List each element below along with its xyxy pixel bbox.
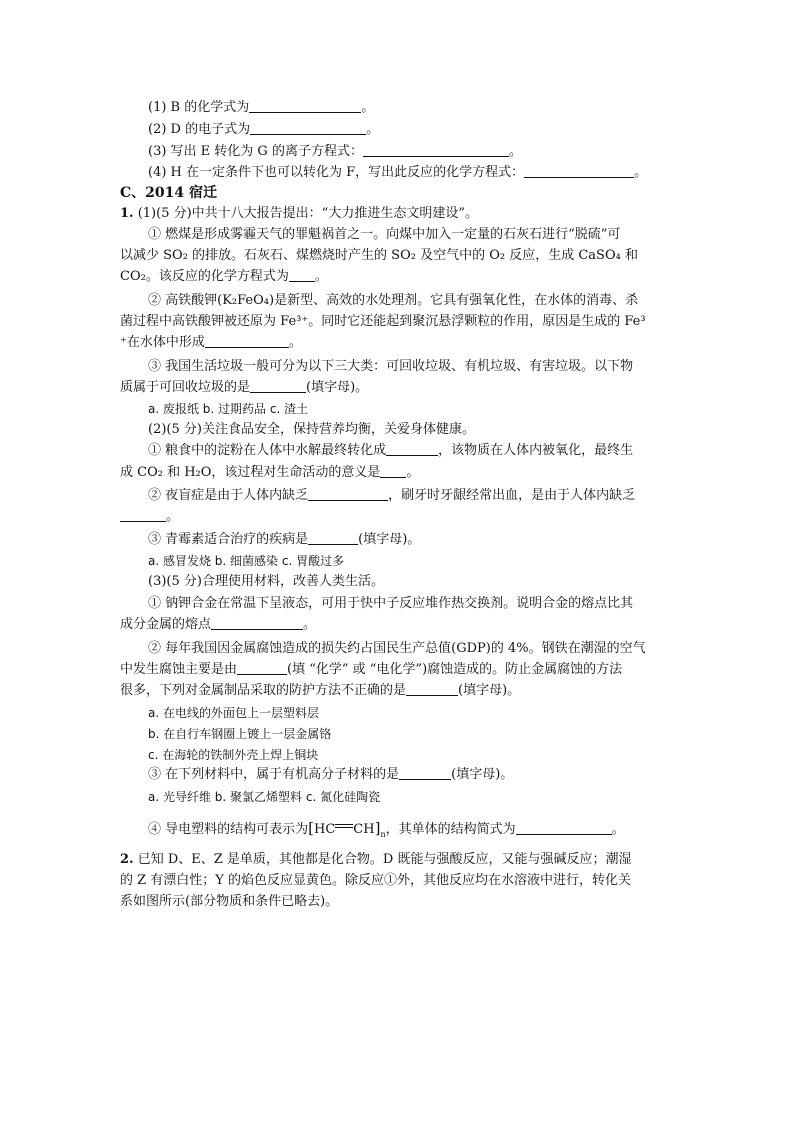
q1-a3-options: a. 废报纸 b. 过期药品 c. 渣土 <box>148 402 309 416</box>
q1-c2-line2: 中发生腐蚀主要是由 (填 “化学” 或 “电化学”)腐蚀造成的。防止金属腐蚀的方法 <box>120 662 623 677</box>
answer-blank[interactable] <box>237 660 287 675</box>
answer-blank[interactable] <box>516 820 612 835</box>
answer-blank[interactable] <box>308 486 388 501</box>
q2-line2: 的 Z 有漂白性；Y 的焰色反应显黄色。除反应①外，其他反应均在水溶液中进行，转化关 <box>120 873 632 888</box>
q4-part4: (4) H 在一定条件下也可以转化为 F，写出此反应的化学方程式： 。 <box>148 165 648 180</box>
q1-c3-line1: ③ 在下列材料中，属于有机高分子材料的是 (填字母)。 <box>148 767 514 782</box>
q1-a2-line1: ② 高铁酸钾(K₂FeO₄)是新型、高效的水处理剂。它具有强氧化性，在水体的消毒、杀 <box>148 293 639 308</box>
q1-a1-line1: ① 燃煤是形成雾霾天气的罪魁祸首之一。向煤中加入一定量的石灰石进行“脱硫”可 <box>148 227 621 242</box>
answer-blank[interactable] <box>406 681 458 696</box>
answer-blank[interactable] <box>386 441 438 456</box>
q1-c2-option-b: b. 在自行车钢圈上镀上一层金属铬 <box>148 727 332 741</box>
q1-b1-line1: ① 粮食中的淀粉在人体中水解最终转化成 ，该物质在人体内被氧化，最终生 <box>148 443 634 458</box>
q1-c2-line3: 很多，下列对金属制品采取的防护方法不正确的是 (填字母)。 <box>120 683 521 698</box>
q4-part1: (1) B 的化学式为 。 <box>148 100 375 115</box>
answer-blank[interactable] <box>249 98 361 113</box>
answer-blank[interactable] <box>380 463 406 478</box>
q1-a2-line3: ⁺在水体中形成 。 <box>120 335 302 350</box>
polyacetylene-formula: [HC $CH]_n$ <box>308 819 386 839</box>
answer-blank[interactable] <box>205 333 289 348</box>
q1-b3-line1: ③ 青霉素适合治疗的疾病是 (填字母)。 <box>148 532 421 547</box>
q1-a1-line3: CO₂。该反应的化学方程式为 。 <box>120 269 328 284</box>
q1-a1-line2: 以减少 SO₂ 的排放。石灰石、煤燃烧时产生的 SO₂ 及空气中的 O₂ 反应，生成 CaSO₄ 和 <box>120 248 638 263</box>
q2-line1: 2. 已知 D、E、Z 是单质，其他都是化合物。D 既能与强酸反应，又能与强碱反应；潮湿 <box>120 852 632 867</box>
q1-a2-line2: 菌过程中高铁酸钾被还原为 Fe³⁺。同时它还能起到聚沉悬浮颗粒的作用，原因是生成的 Fe³ <box>120 314 646 329</box>
q1-a3-line1: ③ 我国生活垃圾一般可分为以下三大类：可回收垃圾、有机垃圾、有害垃圾。以下物 <box>148 359 634 374</box>
answer-blank[interactable] <box>289 267 315 282</box>
q1-c3-options: a. 光导纤维 b. 聚氯乙烯塑料 c. 氮化硅陶瓷 <box>148 790 381 804</box>
q1-intro: 1. (1)(5 分)中共十八大报告提出：“大力推进生态文明建设”。 <box>120 206 478 221</box>
q1-part3-intro: (3)(5 分)合理使用材料，改善人类生活。 <box>148 574 384 589</box>
q4-part3: (3) 写出 E 转化为 G 的离子方程式： 。 <box>148 144 522 159</box>
q4-part2: (2) D 的电子式为 。 <box>148 122 380 137</box>
q1-b3-options: a. 感冒发烧 b. 细菌感染 c. 胃酸过多 <box>148 554 345 568</box>
answer-blank[interactable] <box>120 507 166 522</box>
q2-line3: 系如图所示(部分物质和条件已略去)。 <box>120 894 339 909</box>
q1-c1-line2: 成分金属的熔点 。 <box>120 617 317 632</box>
answer-blank[interactable] <box>211 615 303 630</box>
answer-blank[interactable] <box>308 530 358 545</box>
q1-a3-line2: 质属于可回收垃圾的是 (填字母)。 <box>120 380 369 395</box>
q1-b2-line1: ② 夜盲症是由于人体内缺乏 ，刷牙时牙龈经常出血，是由于人体内缺乏 <box>148 488 636 503</box>
q1-b2-line2: 。 <box>120 507 179 527</box>
q1-part2-intro: (2)(5 分)关注食品安全，保持营养均衡，关爱身体健康。 <box>148 422 475 437</box>
answer-blank[interactable] <box>250 120 366 135</box>
q1-c1-line1: ① 钠钾合金在常温下呈液态，可用于快中子反应堆作热交换剂。说明合金的熔点比其 <box>148 596 634 611</box>
q1-c4-line1: ④ 导电塑料的结构可表示为[HC $CH]_n$，其单体的结构简式为 。 <box>148 819 625 839</box>
q1-c2-option-c: c. 在海轮的铁制外壳上焊上铜块 <box>148 748 319 762</box>
q1-c2-option-a: a. 在电线的外面包上一层塑料层 <box>148 706 319 720</box>
answer-blank[interactable] <box>363 142 509 157</box>
answer-blank[interactable] <box>250 378 306 393</box>
q1-c2-line1: ② 每年我国因金属腐蚀造成的损失约占国民生产总值(GDP)的 4%。钢铁在潮湿的空气 <box>148 641 646 656</box>
section-title: C、2014 宿迁 <box>120 185 217 201</box>
answer-blank[interactable] <box>524 163 634 178</box>
answer-blank[interactable] <box>399 765 451 780</box>
q1-b1-line2: 成 CO₂ 和 H₂O，该过程对生命活动的意义是 。 <box>120 465 420 480</box>
